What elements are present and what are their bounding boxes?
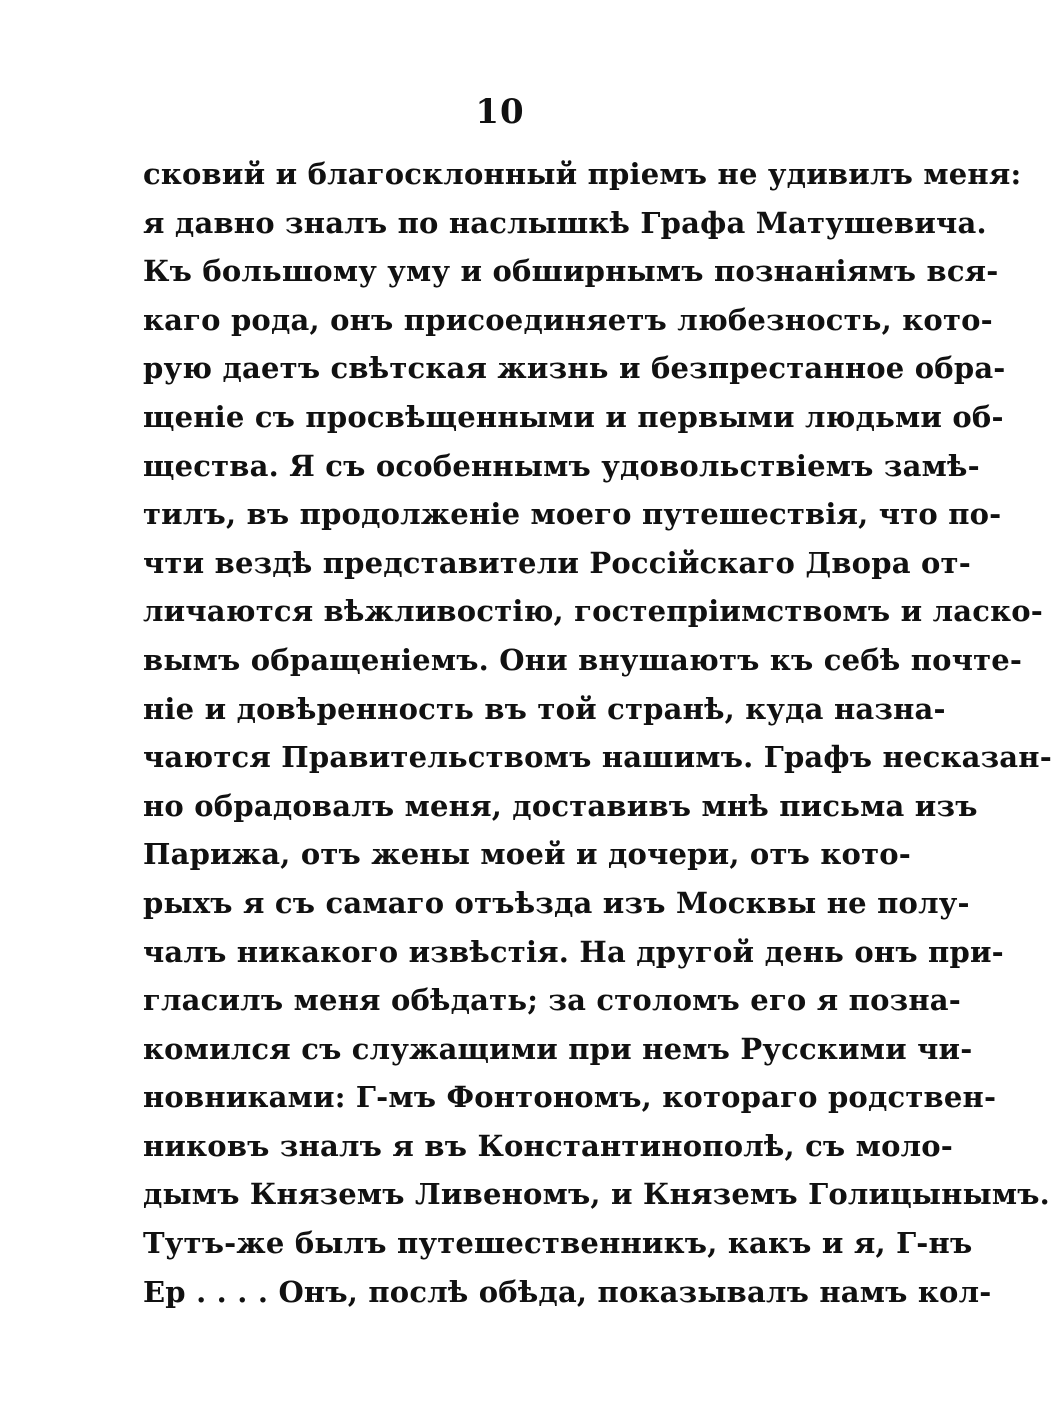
text-line: каго рода, онъ присоединяетъ любезность, кото-	[143, 302, 993, 337]
text-line: чаются Правительствомъ нашимъ. Графъ несказан-	[143, 740, 1052, 775]
text-line: комился съ служащими при немъ Русскими чи-	[143, 1031, 973, 1066]
text-line: я давно зналъ по наслышкѣ Графа Матушевича.	[143, 205, 987, 240]
text-line: щества. Я съ особеннымъ удовольствіемъ замѣ-	[143, 448, 980, 483]
text-line: Парижа, отъ жены моей и дочери, отъ кото-	[143, 837, 912, 872]
text-line: Къ большому уму и обширнымъ познаніямъ вся-	[143, 254, 999, 289]
page-number: 10	[475, 92, 525, 132]
text-line: Тутъ-же былъ путешественникъ, какъ и я, Г-нъ	[143, 1226, 973, 1261]
text-line: чалъ никакого извѣстія. На другой день онъ при-	[143, 934, 1004, 969]
text-line: щеніе съ просвѣщенными и первыми людьми об-	[143, 399, 1004, 434]
text-line: личаются вѣжливостію, гостепріимствомъ и ласко-	[143, 594, 1043, 629]
text-line: рыхъ я съ самаго отъѣзда изъ Москвы не полу-	[143, 885, 970, 920]
text-line: тилъ, въ продолженіе моего путешествія, что по-	[143, 497, 1002, 532]
text-line: сковий и благосклонный пріемъ не удивилъ меня:	[143, 157, 1022, 191]
text-line: дымъ Княземъ Ливеномъ, и Княземъ Голицынымъ.	[143, 1177, 1050, 1212]
text-line: чти вездѣ представители Россійскаго Двора от-	[143, 545, 971, 580]
text-line: новниками: Г-мъ Фонтономъ, котораго родствен-	[143, 1080, 997, 1115]
text-line: никовъ зналъ я въ Константинополѣ, съ моло-	[143, 1128, 954, 1163]
text-line: рую даетъ свѣтская жизнь и безпрестанное обра-	[143, 351, 1006, 386]
text-line: Ер . . . . Онъ, послѣ обѣда, показывалъ намъ кол-	[143, 1274, 992, 1309]
body-text	[143, 150, 1052, 1316]
text-line: но обрадовалъ меня, доставивъ мнѣ письма изъ	[143, 788, 978, 823]
text-line: ніе и довѣренность въ той странѣ, куда назна-	[143, 691, 946, 726]
text-line: гласилъ меня обѣдать; за столомъ его я позна-	[143, 983, 961, 1018]
text-line: вымъ обращеніемъ. Они внушаютъ къ себѣ почте-	[143, 642, 1023, 677]
